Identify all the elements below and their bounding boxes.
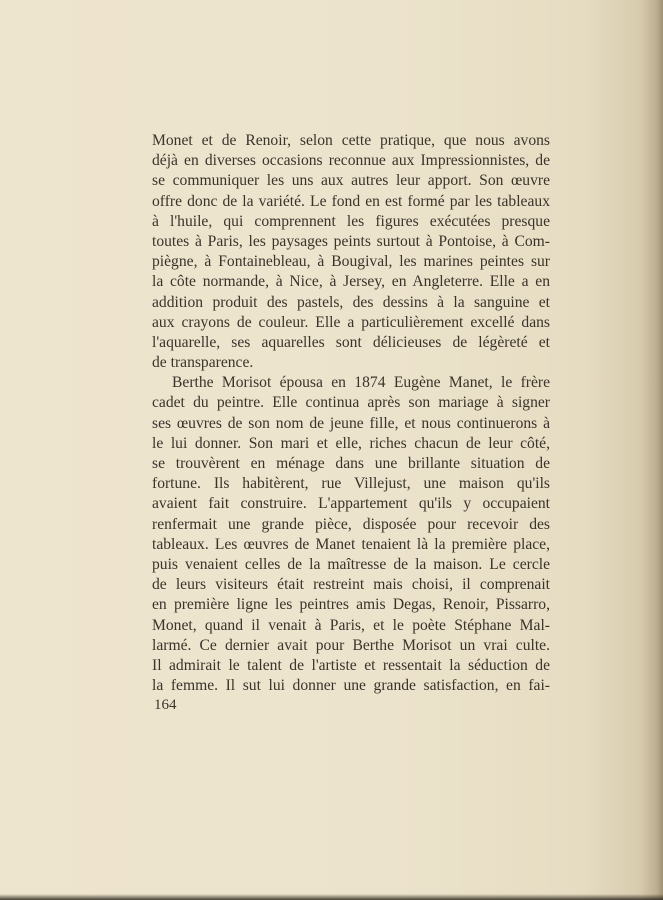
text-line: Il admirait le talent de l'artiste et ressentait la séduction de <box>152 656 550 674</box>
text-line: déjà en diverses occasions reconnue aux Impressionnistes, de <box>152 152 550 170</box>
text-line: en première ligne les peintres amis Degas, Renoir, Pissarro, <box>152 596 550 614</box>
text-line: Berthe Morisot épousa en 1874 Eugène Manet, le frère <box>172 374 550 392</box>
text-line: ses œuvres de son nom de jeune fille, et nous continuerons à <box>152 414 550 432</box>
text-line: puis venaient celles de la maîtresse de la maison. Le cercle <box>152 555 550 573</box>
text-line: avaient fait construire. L'appartement qu'ils y occupaient <box>152 495 550 513</box>
text-line: de transparence. <box>152 354 254 372</box>
text-line: se trouvèrent en ménage dans une brillante situation de <box>152 455 550 472</box>
text-line: Monet, quand il venait à Paris, et le poète Stéphane Mal- <box>152 616 550 634</box>
text-line: la côte normande, à Nice, à Jersey, en Angleterre. Elle a en <box>152 273 550 291</box>
text-line: se communiquer les uns aux autres leur apport. Son œuvre <box>152 172 550 190</box>
text-line: offre donc de la variété. Le fond en est formé par les tableaux <box>152 192 550 210</box>
text-line: fortune. Ils habitèrent, rue Villejust, une maison qu'ils <box>152 475 550 493</box>
text-line: cadet du peintre. Elle continua après son mariage à signer <box>152 394 550 412</box>
text-line: renfermait une grande pièce, disposée pour recevoir des <box>152 515 550 533</box>
text-line: Monet et de Renoir, selon cette pratique, que nous avons <box>152 132 550 149</box>
text-line: piègne, à Fontainebleau, à Bougival, les marines peintes sur <box>152 253 550 271</box>
text-line: addition produit des pastels, des dessins à la sanguine et <box>152 293 550 311</box>
text-line: le lui donner. Son mari et elle, riches chacun de leur côté, <box>152 434 550 452</box>
page-bottom-edge <box>0 894 663 900</box>
page-number: 164 <box>154 697 177 713</box>
text-line: de leurs visiteurs était restreint mais choisi, il comprenait <box>152 576 550 594</box>
text-line: l'aquarelle, ses aquarelles sont délicieuses de légèreté et <box>152 333 550 351</box>
text-line: tableaux. Les œuvres de Manet tenaient là la première place, <box>152 535 550 553</box>
text-line: à l'huile, qui comprennent les figures exécutées presque <box>152 212 550 230</box>
text-line: la femme. Il sut lui donner une grande satisfaction, en fai- <box>152 677 550 695</box>
text-line: larmé. Ce dernier avait pour Berthe Morisot un vrai culte. <box>152 636 550 654</box>
body-text <box>152 131 550 696</box>
text-line: aux crayons de couleur. Elle a particulièrement excellé dans <box>152 313 550 331</box>
text-line: toutes à Paris, les paysages peints surtout à Pontoise, à Com- <box>152 232 550 250</box>
page-edge-shadow <box>641 0 663 900</box>
